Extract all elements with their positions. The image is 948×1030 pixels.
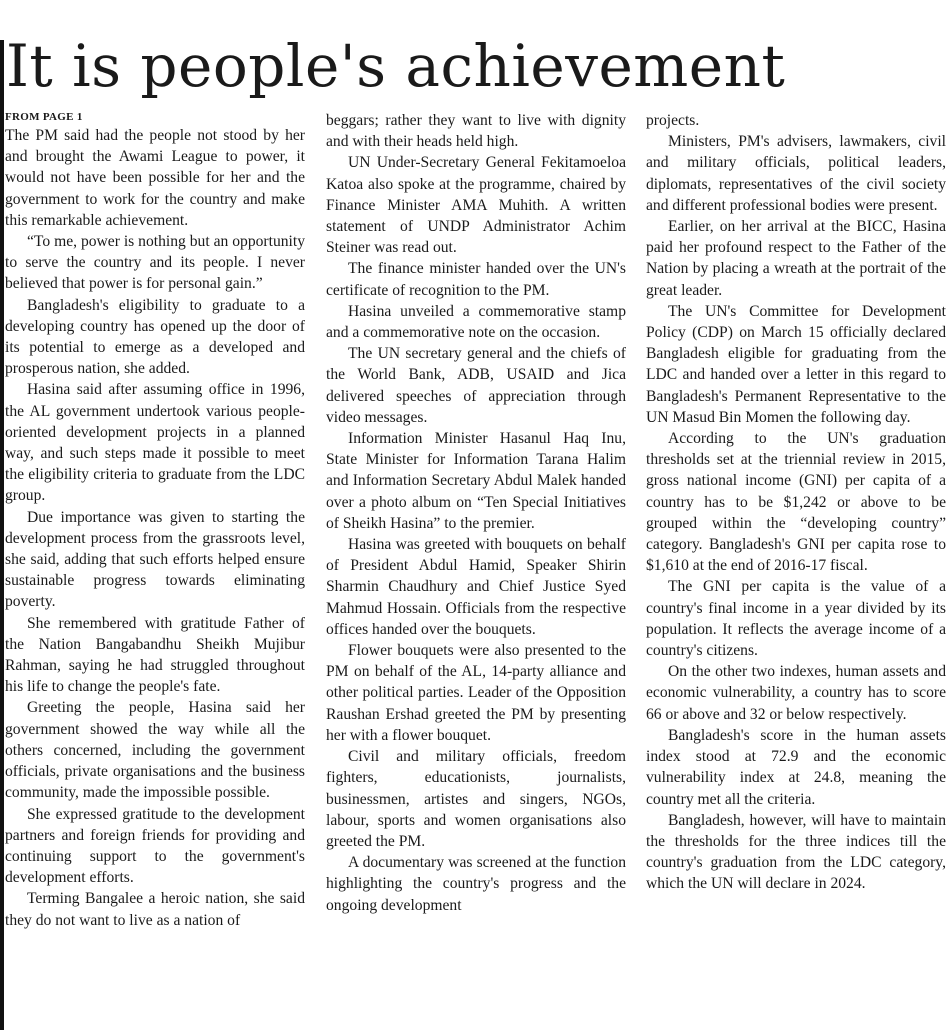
paragraph: Bangladesh's score in the human assets index stood at 72.9 and the economic vulnerability index at 24.8, meaning the country met all the criteria. bbox=[646, 726, 946, 808]
paragraph: Terming Bangalee a heroic nation, she said they do not want to live as a nation of bbox=[5, 890, 305, 929]
paragraph: “To me, power is nothing but an opportunity to serve the country and its people. I never believed that power is for personal gain.” bbox=[5, 233, 305, 293]
paragraph: According to the UN's graduation thresholds set at the triennial review in 2015, gross national income (GNI) per capita of a country has to be $1,242 or above to be grouped within the “developing country” category. Bangladesh's GNI per capita rose to $1,610 at the end of 2016-17 fiscal. bbox=[646, 430, 946, 575]
article-body bbox=[5, 110, 945, 1025]
article-column-1 bbox=[5, 110, 305, 1025]
paragraph: She expressed gratitude to the development partners and foreign friends for providing and continuing support to the government's development efforts. bbox=[5, 805, 305, 887]
paragraph: Hasina unveiled a commemorative stamp and a commemorative note on the occasion. bbox=[326, 302, 626, 342]
article-column-2 bbox=[326, 110, 626, 1025]
paragraph: Due importance was given to starting the development process from the grassroots level, she said, adding that such efforts helped ensure sustainable progress towards eliminating poverty. bbox=[5, 508, 305, 611]
article-column-3 bbox=[646, 110, 946, 1025]
paragraph: projects. bbox=[646, 112, 700, 129]
paragraph: Greeting the people, Hasina said her government showed the way while all the others concerned, including the government officials, private organisations and the business community, made the impossible possible. bbox=[5, 699, 305, 802]
paragraph: Hasina was greeted with bouquets on behalf of President Abdul Hamid, Speaker Shirin Sharmin Chaudhury and Chief Justice Syed Mahmud Hossain. Officials from the respective offices handed over the bouquets. bbox=[326, 536, 626, 638]
paragraph: The UN's Committee for Development Policy (CDP) on March 15 officially declared Bangladesh eligible for graduating from the LDC and handed over a letter in this regard to Bangladesh's Permanent Representative to the UN Masud Bin Momen the following day. bbox=[646, 302, 946, 426]
left-column-rule bbox=[0, 40, 4, 1030]
paragraph: UN Under-Secretary General Fekitamoeloa Katoa also spoke at the programme, chaired by Finance Minister AMA Muhith. A written statement of UNDP Administrator Achim Steiner was read out. bbox=[326, 154, 626, 257]
paragraph: Bangladesh, however, will have to maintain the thresholds for the three indices till the country's graduation from the LDC category, which the UN will declare in 2024. bbox=[646, 811, 946, 893]
paragraph: beggars; rather they want to live with dignity and with their heads held high. bbox=[326, 112, 626, 151]
headline: It is people's achievement bbox=[6, 32, 786, 100]
paragraph: On the other two indexes, human assets and economic vulnerability, a country has to score 66 or above and 32 or below respectively. bbox=[646, 663, 946, 723]
paragraph: A documentary was screened at the function highlighting the country's progress and the ongoing development bbox=[326, 854, 626, 914]
continuation-kicker: FROM PAGE 1 bbox=[5, 111, 83, 123]
paragraph: The GNI per capita is the value of a country's final income in a year divided by its population. It reflects the average income of a country's citizens. bbox=[646, 578, 946, 660]
paragraph: Information Minister Hasanul Haq Inu, State Minister for Information Tarana Halim and Information Secretary Abdul Malek handed over a photo album on “Ten Special Initiatives of Sheikh Hasina” to the premier. bbox=[326, 430, 626, 532]
paragraph: Earlier, on her arrival at the BICC, Hasina paid her profound respect to the Father of the Nation by placing a wreath at the portrait of the great leader. bbox=[646, 218, 946, 299]
paragraph: The PM said had the people not stood by her and brought the Awami League to power, it would not have been possible for her and the government to work for the country and make this remarkable achievement. bbox=[5, 127, 305, 229]
paragraph: The finance minister handed over the UN's certificate of recognition to the PM. bbox=[326, 260, 626, 299]
paragraph: The UN secretary general and the chiefs of the World Bank, ADB, USAID and Jica delivered speeches of appreciation through video messages. bbox=[326, 345, 626, 426]
paragraph: Flower bouquets were also presented to the PM on behalf of the AL, 14-party alliance and other political parties. Leader of the Opposition Raushan Ershad greeted the PM by presenting her with a flower bouquet. bbox=[326, 642, 626, 744]
paragraph: She remembered with gratitude Father of the Nation Bangabandhu Sheikh Mujibur Rahman, saying he had struggled throughout his life to change the people's fate. bbox=[5, 614, 305, 696]
paragraph: Bangladesh's eligibility to graduate to a developing country has opened up the door of its potential to emerge as a developed and prosperous nation, she added. bbox=[5, 296, 305, 378]
paragraph: Civil and military officials, freedom fighters, educationists, journalists, businessmen, artistes and singers, NGOs, labour, sports and women organisations also greeted the PM. bbox=[326, 748, 626, 850]
paragraph: Ministers, PM's advisers, lawmakers, civil and military officials, political leaders, diplomats, representatives of the civil society and different professional bodies were present. bbox=[646, 133, 946, 214]
paragraph: Hasina said after assuming office in 1996, the AL government undertook various people-oriented development projects in a planned way, and such steps made it possible to meet the eligibility criteria to graduate from the LDC group. bbox=[5, 381, 305, 505]
